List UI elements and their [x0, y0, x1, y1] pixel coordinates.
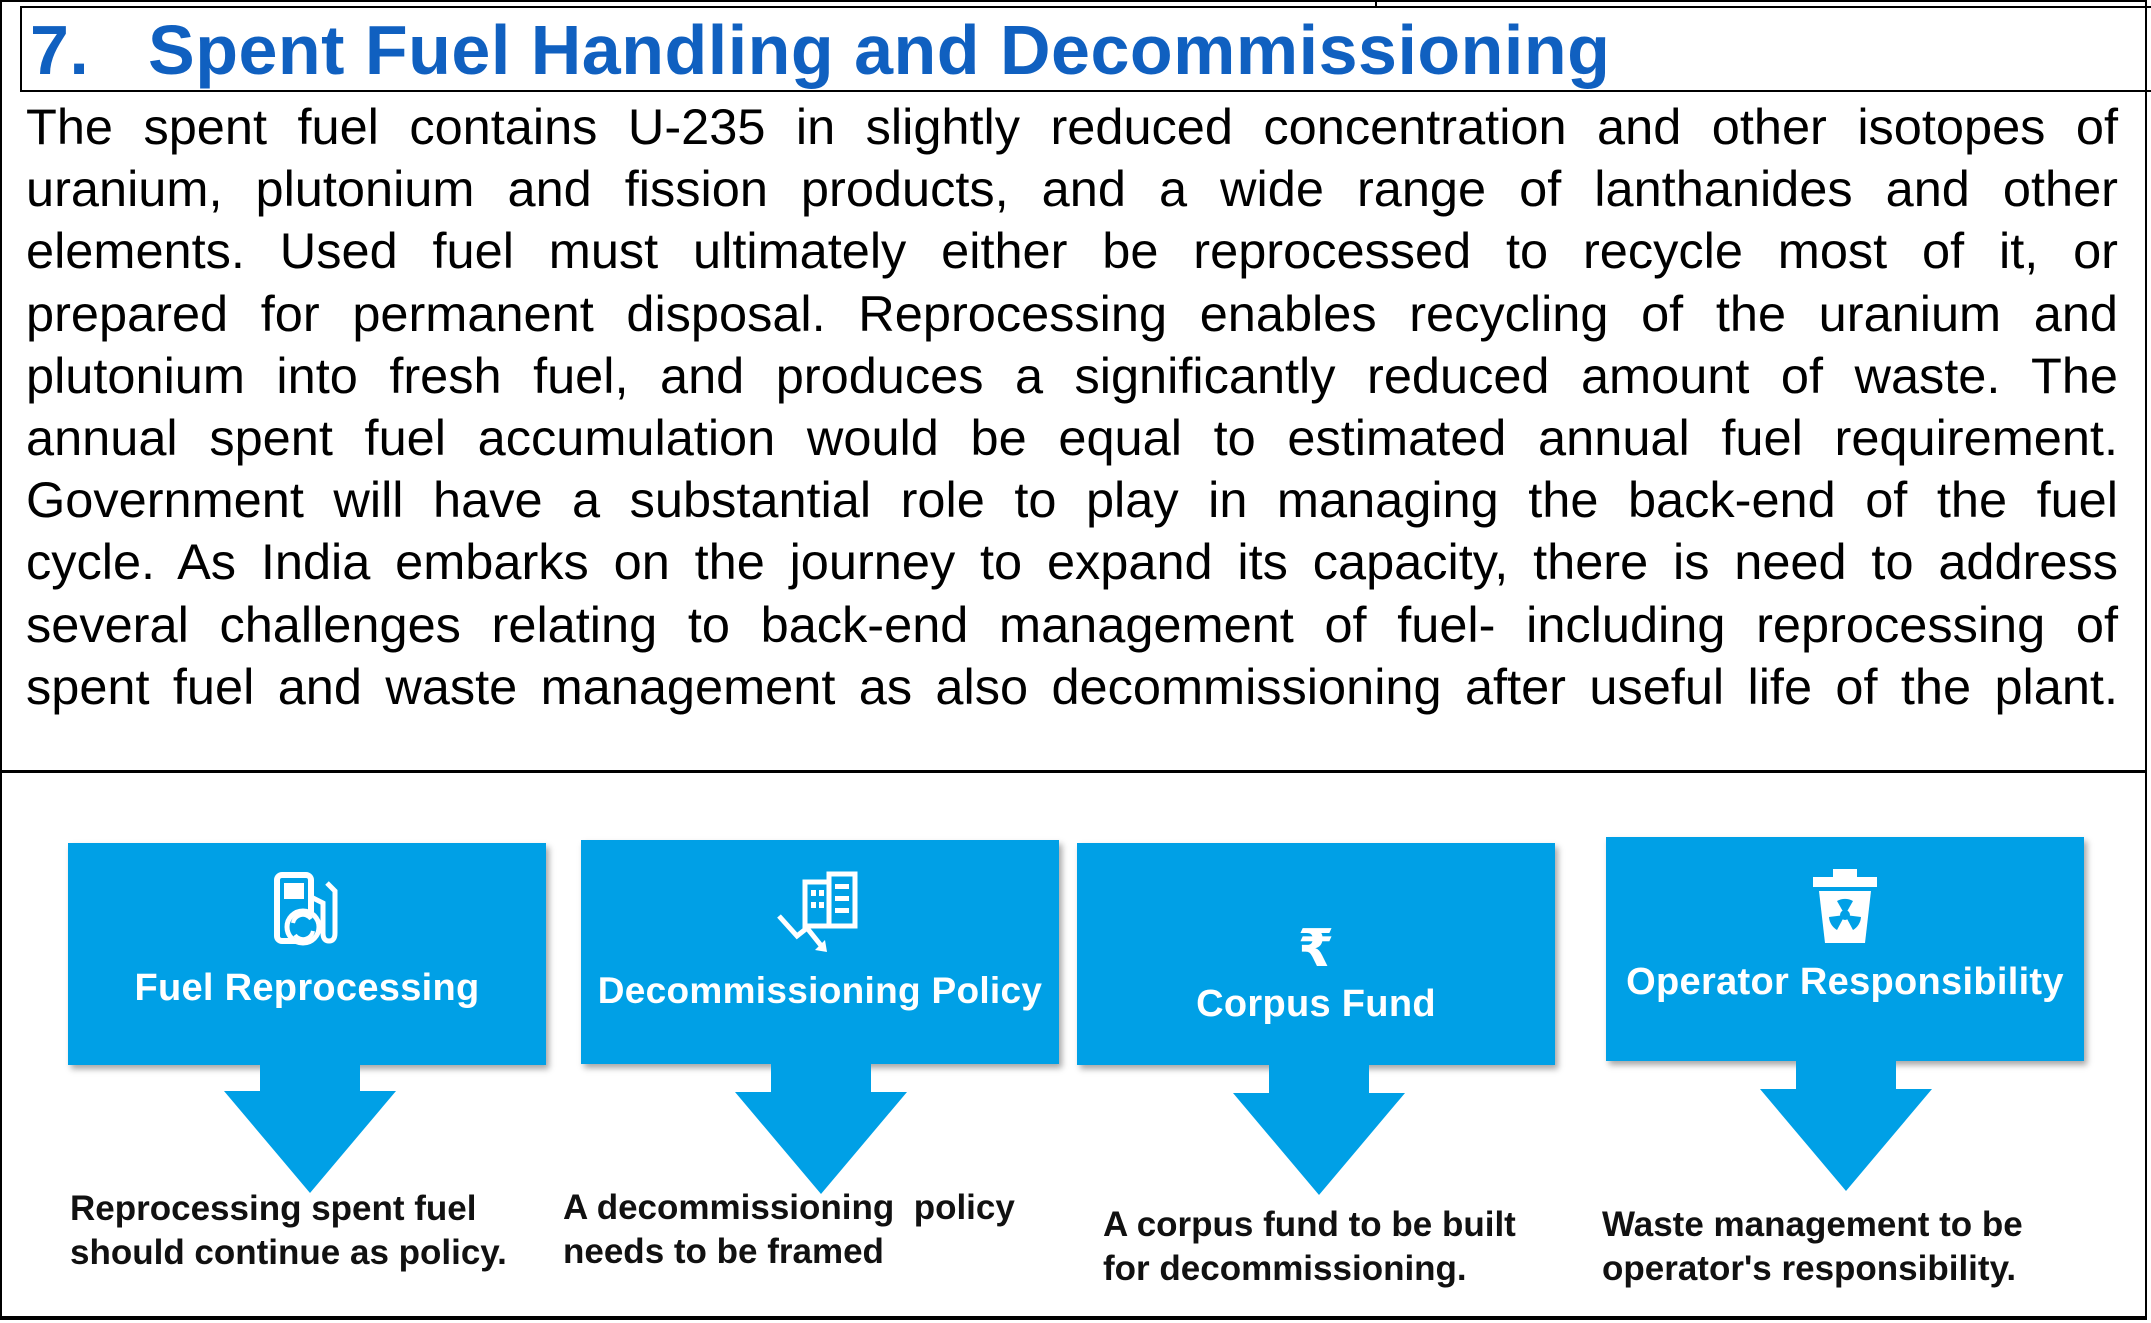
card-box — [1077, 843, 1555, 1065]
card-caption — [70, 1187, 507, 1275]
card-caption — [1602, 1203, 2023, 1291]
caption-line: for decommissioning. — [1103, 1249, 1467, 1288]
card-box — [68, 843, 546, 1065]
card-label: Corpus Fund — [1196, 983, 1436, 1025]
card-fuel-reprocessing — [68, 843, 548, 1313]
bottom-edge — [0, 1316, 2147, 1318]
paragraph-line: annual spent fuel accumulation would be equal to estimated annual fuel requirement. — [26, 409, 2118, 467]
paragraph-line: cycle. As India embarks on the journey to expand its capacity, there is need to address — [26, 533, 2118, 591]
down-arrow-icon — [220, 1061, 400, 1197]
card-label: Decommissioning Policy — [597, 970, 1043, 1011]
paragraph-line: uranium, plutonium and fission products, and a wide range of lanthanides and other — [26, 160, 2118, 218]
fuel-pump-icon — [263, 867, 351, 955]
card-label: Fuel Reprocessing — [134, 967, 480, 1009]
card-box — [1606, 837, 2084, 1061]
card-corpus-fund — [1077, 843, 1597, 1313]
caption-line: Waste management to be — [1602, 1205, 2023, 1244]
caption-line: needs to be framed — [563, 1232, 884, 1271]
card-caption — [563, 1186, 1015, 1274]
down-arrow-icon — [1229, 1063, 1409, 1199]
radioactive-bin-icon — [1803, 867, 1887, 947]
caption-line: Reprocessing spent fuel — [70, 1189, 477, 1228]
buildings-decline-icon — [775, 870, 865, 956]
caption-line: should continue as policy. — [70, 1233, 507, 1272]
paragraph-line: several challenges relating to back-end management of fuel- including reprocessing of — [26, 595, 2118, 653]
section-title-text: Spent Fuel Handling and Decommissioning — [148, 11, 1611, 89]
rupee-icon: ₹ — [1297, 919, 1335, 979]
section-number: 7. — [30, 11, 90, 89]
body-paragraph — [26, 96, 2118, 718]
caption-line: A decommissioning policy — [563, 1188, 1015, 1227]
card-label: Operator Responsibility — [1626, 961, 2064, 1003]
paragraph-line: plutonium into fresh fuel, and produces a significantly reduced amount of waste. The — [26, 346, 2118, 404]
paragraph-line: Government will have a substantial role to play in managing the back-end of the fuel — [26, 471, 2118, 529]
paragraph-line: elements. Used fuel must ultimately either be reprocessed to recycle most of it, or — [26, 222, 2118, 280]
card-operator-responsibility — [1602, 837, 2126, 1307]
card-caption — [1103, 1203, 1516, 1291]
paragraph-line: The spent fuel contains U-235 in slightly reduced concentration and other isotopes of — [26, 98, 2118, 155]
down-arrow-icon — [731, 1062, 911, 1198]
section-divider — [0, 770, 2147, 773]
card-box — [581, 840, 1059, 1064]
caption-line: A corpus fund to be built — [1103, 1205, 1516, 1244]
card-decommissioning-policy — [563, 840, 1101, 1310]
caption-line: operator's responsibility. — [1602, 1249, 2017, 1288]
title-row — [20, 6, 2151, 92]
paragraph-line: prepared for permanent disposal. Reprocessing enables recycling of the uranium and — [26, 284, 2118, 342]
paragraph-line: spent fuel and waste management as also decommissioning after useful life of the plant. — [26, 657, 2118, 715]
down-arrow-icon — [1756, 1059, 1936, 1195]
section-title — [30, 10, 1610, 90]
